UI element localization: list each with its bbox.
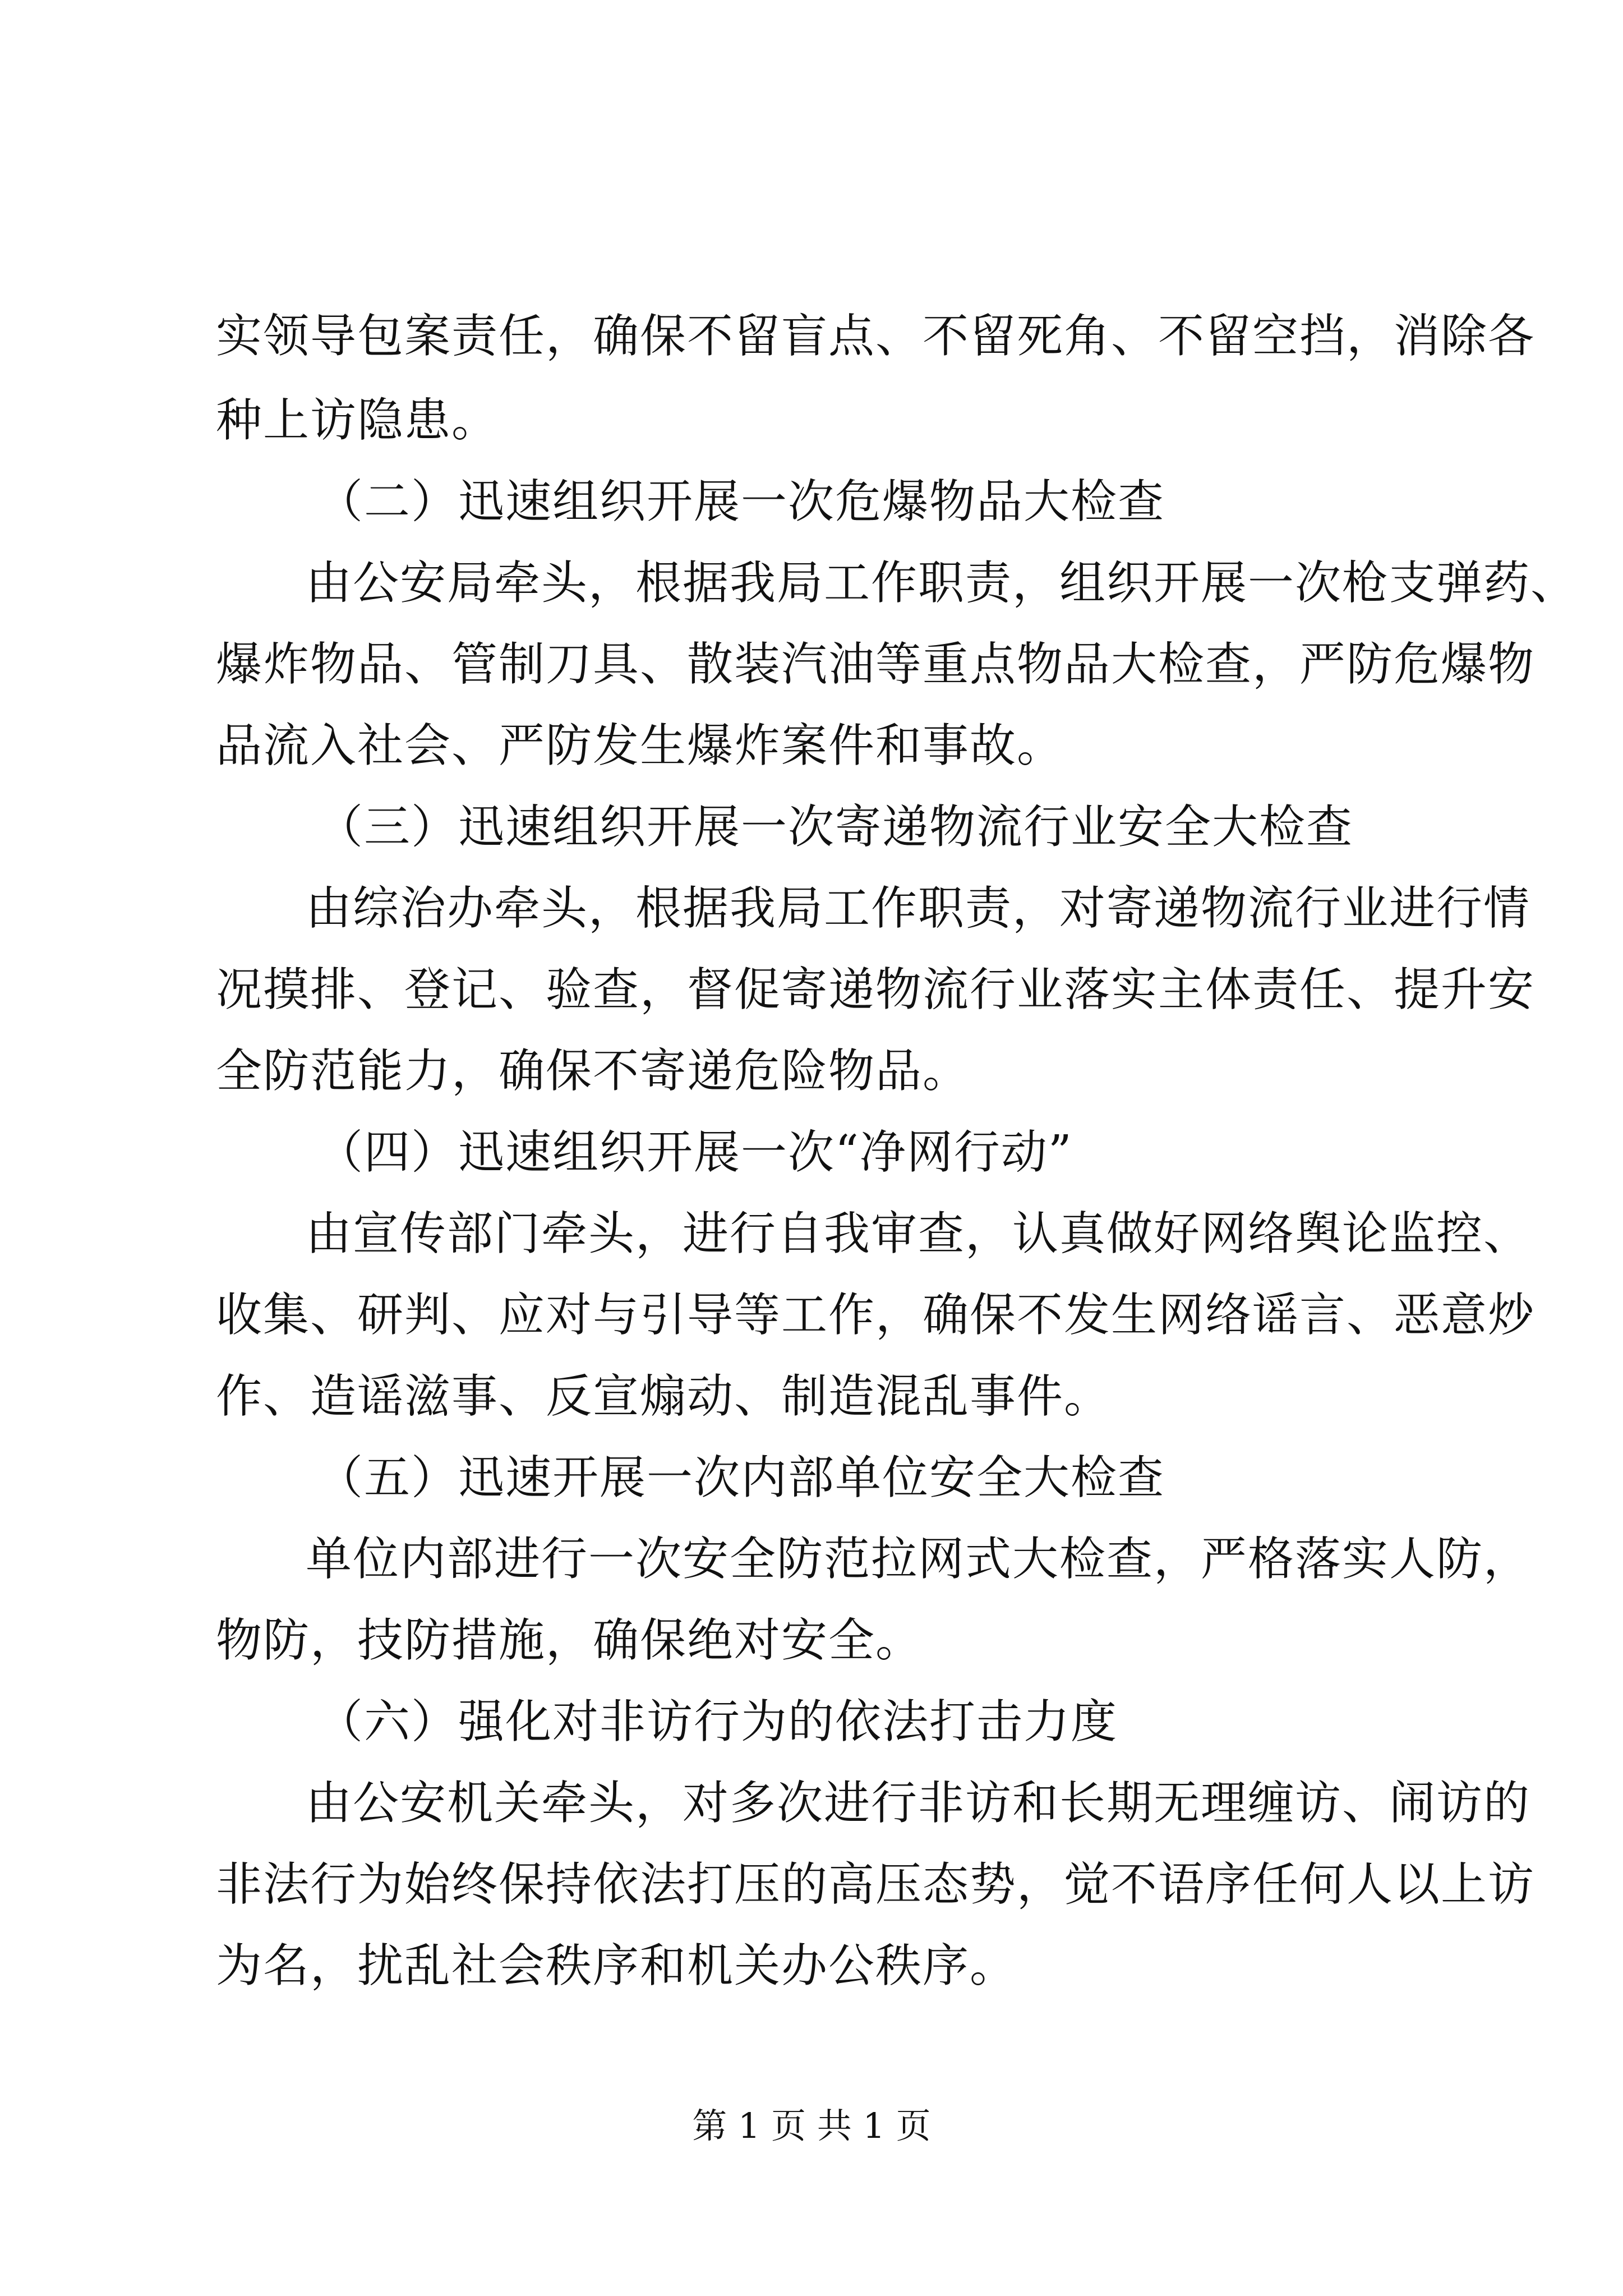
page-number-footer: 第 1 页 共 1 页 (692, 2105, 931, 2146)
body-line: 单位内部进行一次安全防范拉网式大检查，严格落实人防， (306, 1533, 1531, 1586)
section-heading: （四）迅速组织开展一次“净网行动” (317, 1126, 1073, 1179)
body-line: 由公安机关牵头，对多次进行非访和长期无理缠访、闹访的 (306, 1777, 1531, 1830)
section-heading: （六）强化对非访行为的依法打击力度 (317, 1695, 1118, 1749)
body-line: 全防范能力，确保不寄递危险物品。 (216, 1045, 970, 1098)
body-line: 非法行为始终保持依法打压的高压态势，觉不语序任何人以上访 (216, 1858, 1536, 1911)
body-line: 种上访隐患。 (216, 394, 499, 447)
body-line: 实领导包案责任，确保不留盲点、不留死角、不留空挡，消除各 (216, 310, 1536, 363)
section-heading: （五）迅速开展一次内部单位安全大检查 (317, 1451, 1165, 1504)
body-line: 为名，扰乱社会秩序和机关办公秩序。 (216, 1939, 1017, 1993)
body-line: 品流入社会、严防发生爆炸案件和事故。 (216, 719, 1064, 772)
body-line: 况摸排、登记、验查，督促寄递物流行业落实主体责任、提升安 (216, 963, 1536, 1016)
body-line: 物防，技防措施，确保绝对安全。 (216, 1614, 923, 1667)
body-line: 作、造谣滋事、反宣煽动、制造混乱事件。 (216, 1370, 1112, 1423)
body-line: 由宣传部门牵头，进行自我审查，认真做好网络舆论监控、 (306, 1207, 1531, 1260)
body-line: 爆炸物品、管制刀具、散装汽油等重点物品大检查，严防危爆物 (216, 638, 1536, 691)
section-heading: （二）迅速组织开展一次危爆物品大检查 (317, 475, 1165, 528)
body-line: 收集、研判、应对与引导等工作，确保不发生网络谣言、恶意炒 (216, 1289, 1536, 1342)
section-heading: （三）迅速组织开展一次寄递物流行业安全大检查 (317, 800, 1354, 854)
body-line: 由公安局牵头，根据我局工作职责，组织开展一次枪支弹药、 (306, 556, 1578, 610)
body-line: 由综治办牵头，根据我局工作职责，对寄递物流行业进行情 (306, 882, 1531, 935)
